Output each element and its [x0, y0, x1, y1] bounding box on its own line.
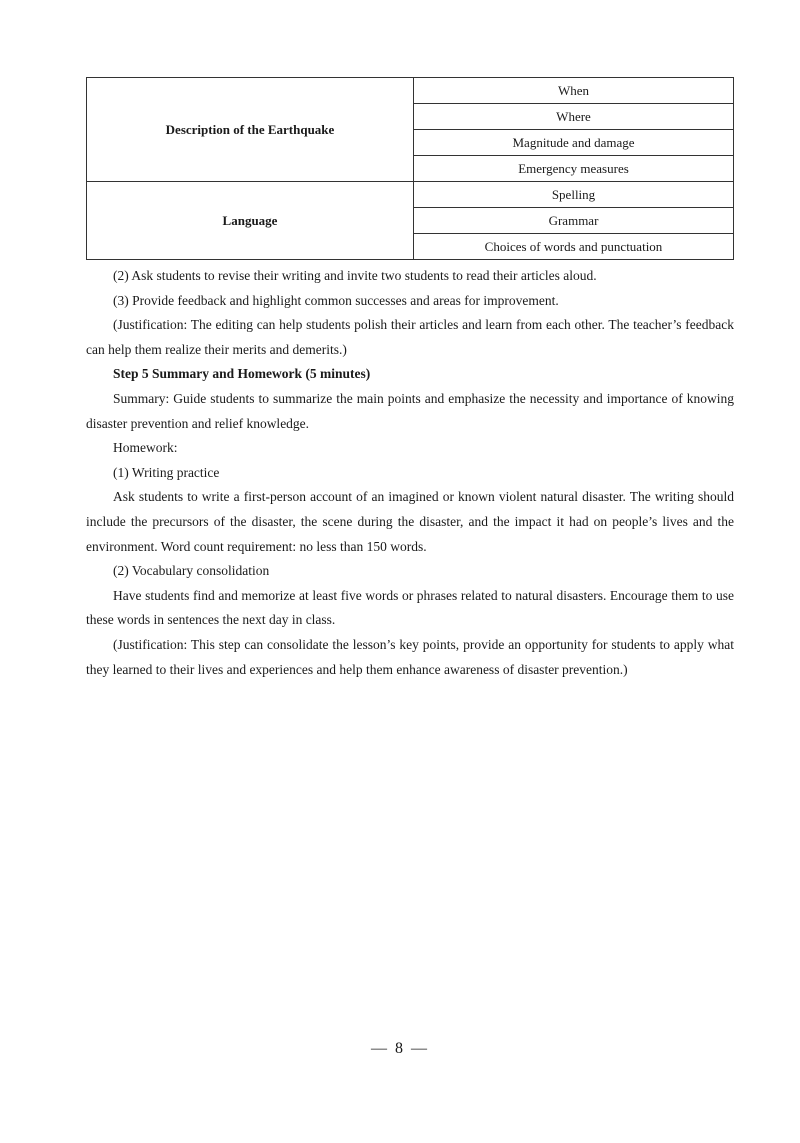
body-text	[86, 264, 734, 682]
step5-heading: Step 5 Summary and Homework (5 minutes)	[113, 366, 371, 382]
criterion-where: Where	[414, 104, 734, 130]
paragraph-feedback: (3) Provide feedback and highlight common successes and areas for improvement.	[113, 292, 559, 308]
page-number: — 8 —	[371, 1040, 429, 1057]
homework-label: Homework:	[113, 440, 178, 456]
paragraph-justification-editing: (Justification: The editing can help students polish their articles and learn from each other. The teacher’s feedback can help them realize their merits and demerits.)	[86, 317, 734, 357]
paragraph-revise: (2) Ask students to revise their writing and invite two students to read their articles aloud.	[113, 268, 597, 283]
table-row	[87, 182, 734, 208]
homework-2-title: (2) Vocabulary consolidation	[113, 563, 270, 579]
homework-1-title: (1) Writing practice	[113, 464, 220, 480]
category-language: Language	[87, 182, 414, 260]
criterion-word-choice: Choices of words and punctuation	[414, 234, 734, 260]
paragraph-summary: Summary: Guide students to summarize the main points and emphasize the necessity and importance of knowing disaster prevention and relief knowledge.	[86, 390, 734, 431]
paragraph-justification-summary: (Justification: This step can consolidate the lesson’s key points, provide an opportunity for students to apply what they learned to their lives and experiences and help them enhance awareness of disaster prevention.)	[86, 636, 734, 677]
criterion-emergency: Emergency measures	[414, 156, 734, 182]
rubric-table	[86, 77, 734, 260]
criterion-grammar: Grammar	[414, 208, 734, 234]
criterion-spelling: Spelling	[414, 182, 734, 208]
homework-2-text: Have students find and memorize at least five words or phrases related to natural disasters. Encourage them to use these words in sentences the next day in class.	[86, 587, 734, 628]
homework-1-text: Ask students to write a first-person account of an imagined or known violent natural disaster. The writing should include the precursors of the disaster, the scene during the disaster, and the impact it had on people’s lives and the environment. Word count requirement: no less than 150 words.	[86, 489, 734, 554]
criterion-magnitude: Magnitude and damage	[414, 130, 734, 156]
table-row	[87, 78, 734, 104]
criterion-when: When	[414, 78, 734, 104]
category-description: Description of the Earthquake	[87, 78, 414, 182]
